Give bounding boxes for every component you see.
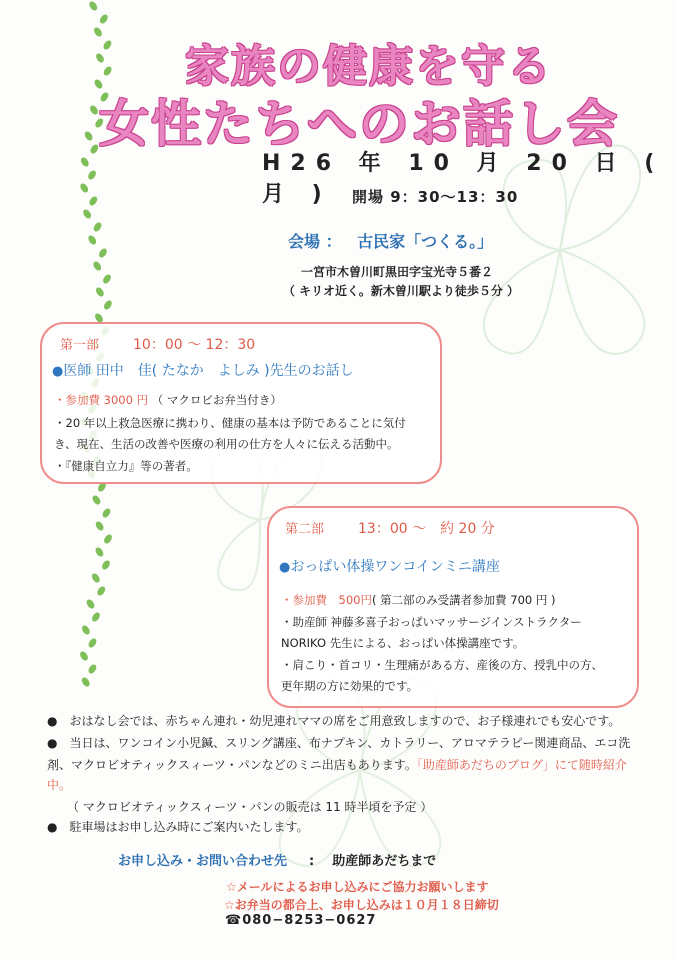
part2-fee-note: ( 第二部のみ受講者参加費 700 円 ) [371,593,556,607]
vine-leaf-icon [88,195,99,207]
vine-leaf-icon [94,546,105,558]
address-line-2: （ キリオ近く。新木曽川駅より徒歩５分 ） [283,284,519,298]
part2-header [285,518,495,538]
note-deadline: ☆お弁当の都合上、お申し込みは１０月１８日締切 [224,898,499,912]
vine-leaf-icon [82,208,93,220]
part2-line-2: NORIKO 先生による、おっぱい体操講座です。 [281,636,525,650]
vine-leaf-icon [94,520,105,532]
note-email: ☆メールによるお申し込みにご協力お願いします [226,880,489,894]
part2-line-3: ・肩こり・首コリ・生理痛がある方、産後の方、授乳中の方、 [281,658,603,672]
part1-heading-row [52,360,354,380]
vine-leaf-icon [88,0,99,12]
vine-leaf-icon [85,598,96,610]
part1-line-3: ・『健康自立力』等の著者。 [54,459,198,473]
venue-name: 古民家「つくる。」 [357,232,494,251]
part1-line-2: き、現在、生活の改善や医療の利用の仕方を人々に伝える活動中。 [54,437,399,451]
vine-leaf-icon [79,182,90,194]
vine-leaf-icon [79,156,90,168]
vine-leaf-icon [87,169,98,181]
vine-leaf-icon [90,572,101,584]
vine-leaf-icon [92,260,103,272]
vine-leaf-icon [100,559,111,571]
info-bullet-3 [47,818,309,835]
vine-leaf-icon [80,676,91,688]
info-note: （ マクロビオティックスィーツ・パンの販売は 11 時半頃を予定 ） [67,800,433,814]
vine-leaf-icon [91,494,102,506]
blog-link-cont: 中。 [47,778,72,792]
part1-heading: 医師 田中 佳( たなか よしみ )先生のお話し [63,363,354,379]
info-bullet-2-cont [47,756,627,773]
part1-line-1: ・20 年以上救急医療に携わり、健康の基本は予防であることに気付 [54,416,406,430]
vine-leaf-icon [103,533,114,545]
part1-fee-row [54,392,282,408]
vine-leaf-icon [94,286,105,298]
phone-number[interactable]: ☎080−8253−0627 [225,913,377,928]
vine-leaf-icon [90,611,101,623]
vine-leaf-icon [101,273,112,285]
vine-leaf-icon [96,585,107,597]
vine-leaf-icon [87,637,98,649]
part1-fee: ・参加費 3000 円 [54,393,149,407]
part1-fee-note: （ マクロビお弁当付き） [151,393,282,407]
title-line-1: 家族の健康を守る [185,41,553,92]
info-bullet-3-text: 駐車場はお申し込み時にご案内いたします。 [69,820,309,834]
part1-label: 第一部 [60,338,100,353]
vine-leaf-icon [80,624,91,636]
contact-to: 助産師あだちまで [332,854,437,869]
vine-leaf-icon [97,247,108,259]
vine-leaf-icon [98,13,109,25]
title-line-2: 女性たちへのお話し会 [99,95,619,153]
part1-box [40,322,442,484]
contact-row [118,850,436,869]
vine-leaf-icon [87,234,98,246]
address-line-1: 一宮市木曽川町黒田字宝光寺５番２ [301,265,494,279]
event-date: H26 年 10 月 20 日 ( 月 ) [262,151,665,207]
info-bullet-1 [47,712,620,729]
bullet-dot-icon: ● [47,714,58,728]
venue [288,229,503,252]
part2-fee-row [281,592,556,608]
bullet-dot-icon: ● [47,820,58,834]
part2-fee: ・参加費 500円 [281,593,372,607]
bullet-dot-icon: ● [279,560,291,575]
vine-leaf-icon [87,663,98,675]
part2-label: 第二部 [285,522,325,537]
open-time: 開場 9：30〜13：30 [352,188,519,206]
part2-heading-row [279,556,500,576]
part1-time: 10：00 〜 12：30 [133,337,256,353]
info-bullet-1-text: おはなし会では、赤ちゃん連れ・幼児連れママの席をご用意致しますので、お子様連れでも安心です。 [69,714,621,728]
info-bullet-2-text: 当日は、ワンコイン小児鍼、スリング講座、布ナプキン、カトラリー、アロマテラピー関連商品、エコ洗 [69,736,631,750]
vine-leaf-icon [102,299,113,311]
vine-leaf-icon [92,221,103,233]
part1-header [60,334,255,354]
contact-label: お申し込み・お問い合わせ先 [118,854,288,869]
info-bullet-2 [47,734,630,751]
part2-line-1: ・助産師 神藤多喜子おっぱいマッサージインストラクター [281,615,582,629]
info-bullet-2-text-cont: 剤、マクロビオティックスィーツ・パンなどのミニ出店もあります。 [47,758,417,772]
bullet-dot-icon: ● [52,364,64,379]
part2-time: 13：00 〜 約 20 分 [358,521,495,537]
vine-leaf-icon [101,507,112,519]
vine-leaf-icon [79,650,90,662]
bullet-dot-icon: ● [47,736,58,750]
part2-heading: おっぱい体操ワンコインミニ講座 [290,559,500,575]
part2-line-4: 更年期の方に効果的です。 [281,679,419,693]
part2-box [267,506,639,708]
contact-separator: : [309,854,315,869]
blog-link[interactable]: 「助産師あだちのブログ」にて随時紹介 [416,758,627,772]
venue-label: 会場 ： [288,232,342,251]
